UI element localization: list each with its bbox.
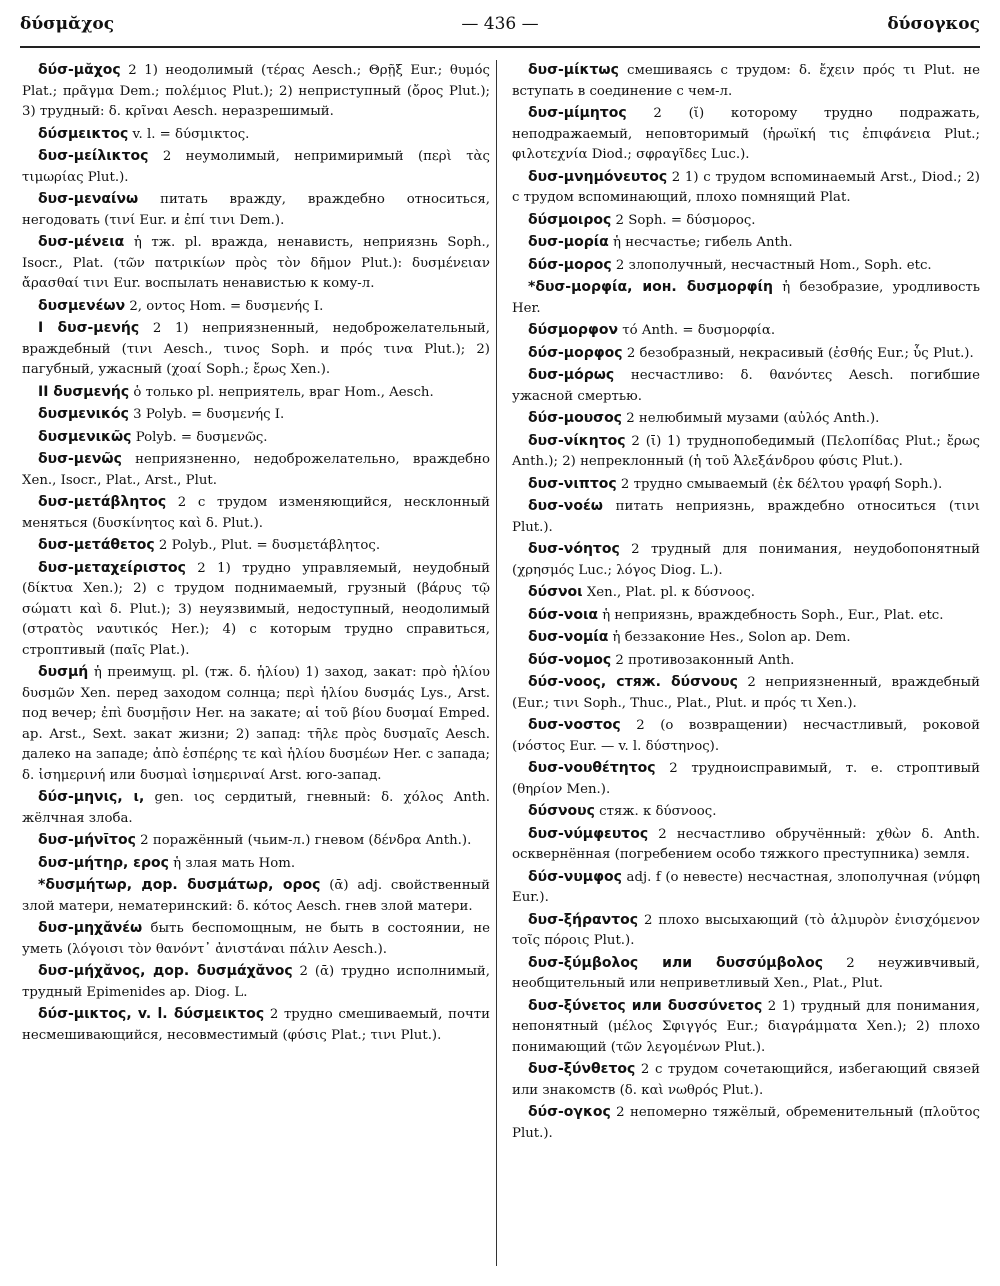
entry-headword: δύσ-μορος xyxy=(528,256,612,273)
dictionary-entry xyxy=(512,758,980,800)
dictionary-entry xyxy=(22,535,490,557)
entry-definition: 2 трудный для понимания, неудобопонятный (χρησμός Luc.; λόγος Diog. L.). xyxy=(512,542,980,578)
dictionary-entry xyxy=(22,60,490,123)
dictionary-entry xyxy=(512,1102,980,1144)
entry-headword: δυσ-μετάθετος xyxy=(38,537,155,553)
dictionary-entry xyxy=(512,605,980,627)
dictionary-entry xyxy=(22,961,490,1003)
dictionary-entry xyxy=(512,824,980,866)
entry-definition: 2 1) неприязненный, недоброжелательный, враждебный (τινι Aesch., τινος Soph. и πρός τινα Plut.); 2) пагубный, ужасный (χοαί Soph.; ἔρως Xen.). xyxy=(22,321,490,377)
entry-definition: 2 1) неодолимый (τέρας Aesch.; Θρῇξ Eur.; θυμός Plat.; πρᾶγμα Dem.; πολέμιος Plut.); 2) неприступный (ὄρος Plut.); 3) трудный: δ. κρῖναι Aesch. неразрешимый. xyxy=(22,63,490,119)
header-left-guideword: δύσμᾰχος xyxy=(20,14,115,34)
dictionary-entry xyxy=(512,953,980,995)
entry-definition: 2 1) с трудом вспоминаемый Arst., Diod.; 2) с трудом вспоминающий, плохо помнящий Plat. xyxy=(512,169,980,205)
dictionary-entry xyxy=(512,715,980,757)
dictionary-entry xyxy=(512,408,980,430)
entry-definition: несчастливо: δ. θανόντες Aesch. погибшие ужасной смертью. xyxy=(512,368,980,404)
entry-definition: ἡ преимущ. pl. (тж. δ. ἡλίου) 1) заход, закат: πρὸ ἡλίου δυσμῶν Xen. перед заходом солнца; περὶ ἡλίου δυσμάς Lys., Arst. под вечер; ἐπὶ δυσμῇσιν Her. на закате; αἱ τοῦ βίου δυσμαί Emped. ap. Arst., Sext. закат жизни; 2) запад: τῆλε πρὸς δυσμαῖς Aesch. далеко на западе; ἀπὸ ἑσπέρης τε καὶ ἡλίου δυσμέων Her. с запада; δ. ἰσημερινή или δυσμαὶ ἰσημεριναί Arst. юго-запад. xyxy=(22,665,490,783)
page-number: — 436 — xyxy=(461,14,539,34)
entry-headword: δύσ-μᾰχος xyxy=(38,62,121,78)
entry-headword: δύσ-μηνις, ι, xyxy=(38,789,145,805)
entry-headword: δυσ-μίμητος xyxy=(528,105,627,121)
entry-definition: Polyb. = δυσμενῶς. xyxy=(131,429,268,445)
dictionary-entry xyxy=(512,365,980,407)
entry-definition: 2 неумолимый, непримиримый (περὶ τὰς τιμωρίας Plut.). xyxy=(22,149,490,185)
entry-definition: ἡ несчастье; гибель Anth. xyxy=(608,235,793,250)
entry-definition: ἡ злая мать Hom. xyxy=(168,855,296,871)
dictionary-entry xyxy=(512,167,980,209)
dictionary-entry xyxy=(512,650,980,672)
dictionary-entry xyxy=(512,801,980,823)
entry-headword: δυσ-μεταχείριστος xyxy=(38,559,186,576)
entry-definition: стяж. к δύσνοος. xyxy=(594,804,717,819)
entry-definition: 2 Soph. = δύσμορος. xyxy=(611,212,756,228)
dictionary-entry xyxy=(22,830,490,852)
entry-headword: δυσ-μήχᾰνος, дор. δυσμάχᾰνος xyxy=(38,963,293,979)
entry-headword: δυσ-μήνῑτος xyxy=(38,832,136,848)
entry-headword: *δυσμήτωρ, дор. δυσμάτωρ, ορος xyxy=(38,877,321,893)
dictionary-entry xyxy=(22,404,490,426)
entry-definition: 2 трудно смешиваемый, почти несмешивающийся, несовместимый (φύσις Plat.; τινι Plut.). xyxy=(22,1007,491,1043)
dictionary-entry xyxy=(512,582,980,604)
dictionary-entry xyxy=(22,918,490,960)
left-column xyxy=(22,60,490,1047)
entry-headword: I δυσ-μενής xyxy=(38,320,140,336)
entry-headword: δυσ-ξήραντος xyxy=(528,911,639,928)
dictionary-entry xyxy=(22,318,490,381)
dictionary-entry xyxy=(22,124,490,146)
entry-headword: δυσ-νόητος xyxy=(528,541,620,557)
dictionary-entry xyxy=(512,474,980,496)
entry-headword: *δυσ-μορφία, ион. δυσμορφίη xyxy=(528,279,773,295)
dictionary-entry xyxy=(512,210,980,232)
entry-headword: δυσ-μείλικτος xyxy=(38,148,149,164)
dictionary-entry xyxy=(512,867,980,909)
right-column xyxy=(512,60,980,1145)
dictionary-entry xyxy=(22,558,490,662)
entry-headword: δύσμορφον xyxy=(528,322,619,338)
entry-headword: δυσ-μεναίνω xyxy=(38,191,139,207)
entry-definition: 2 неприязненный, враждебный (Eur.; τινι Soph., Thuc., Plat., Plut. и πρός τι Xen.). xyxy=(512,675,981,711)
entry-headword: δυσμενικός xyxy=(38,406,129,422)
entry-headword: δυσ-μενῶς xyxy=(38,451,122,467)
dictionary-entry xyxy=(512,232,980,254)
entry-headword: δύσ-νομος xyxy=(528,651,612,668)
header-right-guideword: δύσογκος xyxy=(887,14,980,34)
entry-headword: δύσ-νυμφος xyxy=(528,868,622,885)
dictionary-entry xyxy=(512,1059,980,1101)
entry-definition: 2 1) трудно управляемый, неудобный (δίκτυα Xen.); 2) с трудом поднимаемый, грузный (βάρυς τῷ σώματι καὶ δ. Plut.); 3) неуязвимый, недоступный, неодолимый (στρατὸς ναυτικός Her.); 4) с которым трудно справиться, строптивый (παῖς Plat.). xyxy=(22,560,490,658)
dictionary-entry xyxy=(22,189,490,231)
entry-definition: неприязненно, недоброжелательно, враждебно Xen., Isocr., Plat., Arst., Plut. xyxy=(22,452,490,488)
entry-definition: v. l. = δύσμικτος. xyxy=(128,126,250,142)
entry-definition: 2 безобразный, некрасивый (ἐσθής Eur.; ὗς Plut.). xyxy=(622,345,974,361)
entry-headword: δύσ-νοια xyxy=(528,606,599,623)
entry-definition: ἡ безобразие, уродливость Her. xyxy=(512,280,980,316)
dictionary-entry xyxy=(512,277,980,319)
entry-definition: ἡ неприязнь, враждебность Soph., Eur., Plat. etc. xyxy=(598,607,944,623)
entry-headword: δύσ-μικτος, v. l. δύσμεικτος xyxy=(38,1006,265,1022)
entry-headword: δυσ-νομία xyxy=(528,629,609,645)
entry-headword: δυσ-νοστος xyxy=(528,717,621,733)
column-divider xyxy=(496,60,497,1266)
entry-definition: смешиваясь с трудом: δ. ἔχειν πρός τι Plut. не вступать в соединение с чем-л. xyxy=(512,63,980,99)
entry-definition: 2 противозаконный Anth. xyxy=(611,652,795,668)
dictionary-entry xyxy=(512,60,980,102)
dictionary-entry xyxy=(512,320,980,342)
page-header xyxy=(20,14,980,44)
dictionary-entry xyxy=(512,255,980,277)
entry-headword: δύσμοιρος xyxy=(528,211,612,228)
dictionary-entry xyxy=(22,449,490,491)
entry-definition: 2 (ῐ) которому трудно подражать, неподражаемый, неповторимый (ἡρωϊκή τις ἐπιφάνεια Plut.; φιλοτεχνία Diod.; σφραγῖδες Luc.). xyxy=(512,106,980,162)
entry-headword: δυσμενικῶς xyxy=(38,428,132,445)
dictionary-entry xyxy=(22,492,490,534)
dictionary-entry xyxy=(22,1004,490,1046)
entry-headword: δυσ-νιπτος xyxy=(528,475,617,492)
entry-definition: быть беспомощным, не быть в состоянии, не уметь (λόγοισι τὸν θανόντ᾽ ἀνιστάναι πάλιν Aesch.). xyxy=(22,921,490,957)
entry-headword: δύσνοι xyxy=(528,584,583,600)
entry-definition: 2 (о возвращении) несчастливый, роковой (νόστος Eur. — v. l. δύστηνος). xyxy=(512,718,980,754)
entry-definition: ἡ тж. pl. вражда, ненависть, неприязнь Soph., Isocr., Plat. (τῶν πατρικίων πρὸς τὸν δῆμον Plut.): δυσμένειαν ἄρασθαί τινι Eur. воспылать ненавистью к кому-л. xyxy=(22,235,490,291)
entry-headword: δυσ-μένεια xyxy=(38,234,125,250)
entry-definition: ἡ беззаконие Hes., Solon ap. Dem. xyxy=(608,630,851,645)
dictionary-entry xyxy=(22,787,490,829)
entry-definition: 2 плохо высыхающий (τὸ ἁλμυρὸν ἐνισχόμενον τοῖς πόροις Plut.). xyxy=(512,912,980,948)
entry-headword: δυσ-μορία xyxy=(528,234,609,250)
entry-headword: δυσ-ξύμβολος или δυσσύμβολος xyxy=(528,954,824,971)
entry-definition: ὁ только pl. неприятель, враг Hom., Aesch. xyxy=(129,384,434,400)
dictionary-entry xyxy=(512,103,980,166)
entry-headword: δύσ-ογκος xyxy=(528,1104,611,1120)
entry-definition: 2 Polyb., Plut. = δυσμετάβλητος. xyxy=(154,538,381,553)
entry-headword: δυσμενέων xyxy=(38,297,126,314)
entry-definition: 2 с трудом сочетающийся, избегающий связей или знакомств (δ. καὶ νωθρός Plut.). xyxy=(512,1062,980,1098)
entry-definition: (ᾱ) adj. свойственный злой матери, нематеринский: δ. κότος Aesch. гнев злой матери. xyxy=(22,878,490,914)
dictionary-entry xyxy=(22,662,490,786)
header-rule xyxy=(20,46,980,48)
entry-headword: δυσ-νίκητος xyxy=(528,432,626,449)
entry-headword: δυσ-μίκτως xyxy=(528,62,619,78)
dictionary-entry xyxy=(22,146,490,188)
entry-headword: δύσ-μορφος xyxy=(528,344,623,361)
entry-definition: 2 поражённый (чьим-л.) гневом (δένδρα Anth.). xyxy=(135,833,472,848)
entry-headword: δύσ-νοος, стяж. δύσνους xyxy=(528,674,738,690)
entry-definition: 2 с трудом изменяющийся, несклонный меняться (δυσκίνητος καὶ δ. Plut.). xyxy=(22,495,490,531)
dictionary-entry xyxy=(512,996,980,1059)
dictionary-entry xyxy=(512,910,980,952)
dictionary-entry xyxy=(22,382,490,404)
dictionary-entry xyxy=(22,232,490,295)
entry-definition: 2 нелюбимый музами (αὐλός Anth.). xyxy=(621,411,880,426)
entry-definition: 2 злополучный, несчастный Hom., Soph. etc. xyxy=(611,257,932,273)
entry-headword: δυσμή xyxy=(38,664,89,680)
entry-definition: 2, οντος Hom. = δυσμενής I. xyxy=(125,298,324,314)
dictionary-entry xyxy=(512,431,980,473)
entry-definition: 2 1) трудный для понимания, непонятный (μέλος Σφιγγός Eur.; διαγράμματα Xen.); 2) плохо понимающий (τῶν λεγομένων Plut.). xyxy=(512,998,981,1055)
entry-headword: δυσ-μνημόνευτος xyxy=(528,168,668,185)
entry-definition: τό Anth. = δυσμορφία. xyxy=(618,323,776,338)
entry-headword: δυσ-μόρως xyxy=(528,367,615,383)
entry-headword: δυσ-νουθέτητος xyxy=(528,760,656,776)
entry-definition: 2 неуживчивый, необщительный или неприветливый Xen., Plat., Plut. xyxy=(512,955,980,991)
dictionary-entry xyxy=(22,296,490,318)
entry-headword: δυσ-μετάβλητος xyxy=(38,494,167,510)
entry-definition: 2 (ᾱ) трудно исполнимый, трудный Epimenides ap. Diog. L. xyxy=(22,964,490,1000)
entry-definition: питать вражду, враждебно относиться, негодовать (τινί Eur. и ἐπί τινι Dem.). xyxy=(22,192,490,228)
entry-headword: δύσνους xyxy=(528,803,595,819)
entry-definition: adj. f (о невесте) несчастная, злополучная (νύμφη Eur.). xyxy=(512,869,980,905)
entry-definition: 2 (ῑ) 1) труднопобедимый (Πελοπίδας Plut.; ἔρως Anth.); 2) непреклонный (ἡ τοῦ Ἀλεξάνδρου φύσις Plut.). xyxy=(512,433,980,469)
entry-definition: Xen., Plat. pl. к δύσνοος. xyxy=(582,585,756,600)
dictionary-entry xyxy=(512,343,980,365)
entry-definition: 2 трудноисправимый, т. е. строптивый (θηρίον Men.). xyxy=(512,761,980,797)
entry-headword: δυσ-ξύνετος или δυσσύνετος xyxy=(528,997,763,1014)
entry-headword: δύσ-μουσος xyxy=(528,410,622,426)
entry-headword: δυσ-μήτηρ, ερος xyxy=(38,854,169,871)
dictionary-entry xyxy=(22,427,490,449)
dictionary-entry xyxy=(512,672,980,714)
entry-headword: δυσ-νύμφευτος xyxy=(528,825,649,842)
entry-definition: 3 Polyb. = δυσμενής I. xyxy=(128,407,285,422)
dictionary-entry xyxy=(512,627,980,649)
dictionary-entry xyxy=(22,875,490,917)
entry-headword: II δυσμενής xyxy=(38,383,130,400)
entry-definition: 2 несчастливо обручённый: χθὼν δ. Anth. осквернённая (погребением особо тяжкого преступника) земля. xyxy=(512,826,980,862)
entry-headword: δυσ-ξύνθετος xyxy=(528,1061,636,1077)
entry-headword: δυσ-νοέω xyxy=(528,498,603,514)
entry-headword: δύσμεικτος xyxy=(38,125,129,142)
entry-definition: 2 трудно смываемый (ἐκ δέλτου γραφή Soph.). xyxy=(616,476,943,492)
entry-definition: gen. ιος сердитый, гневный: δ. χόλος Anth. жёлчная злоба. xyxy=(22,790,491,826)
dictionary-entry xyxy=(512,496,980,538)
dictionary-entry xyxy=(512,539,980,581)
entry-headword: δυσ-μηχᾰνέω xyxy=(38,920,143,936)
entry-definition: питать неприязнь, враждебно относиться (τινι Plut.). xyxy=(512,499,980,535)
dictionary-entry xyxy=(22,853,490,875)
entry-definition: 2 непомерно тяжёлый, обременительный (πλοῦτος Plut.). xyxy=(512,1105,980,1141)
